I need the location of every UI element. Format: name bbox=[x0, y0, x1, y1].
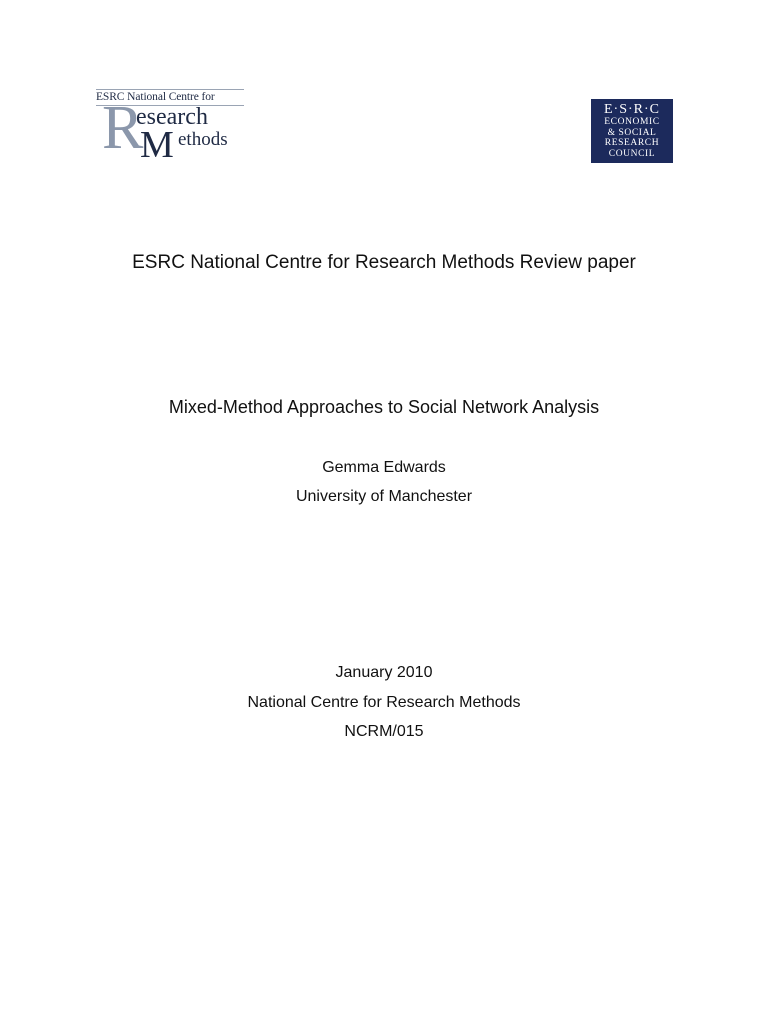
esrc-logo-line: & SOCIAL bbox=[607, 127, 657, 138]
publication-date: January 2010 bbox=[335, 664, 433, 681]
esrc-logo bbox=[591, 99, 673, 163]
ncrm-logo-letter-m: M bbox=[140, 124, 174, 166]
publisher-name: National Centre for Research Methods bbox=[247, 694, 521, 711]
ncrm-logo-word-research: esearch bbox=[136, 104, 208, 130]
author-affiliation: University of Manchester bbox=[295, 488, 473, 505]
paper-title: Mixed-Method Approaches to Social Network Analysis bbox=[168, 397, 600, 417]
esrc-logo-line: RESEARCH bbox=[604, 138, 660, 148]
ncrm-logo bbox=[96, 89, 246, 165]
ncrm-logo-word-methods: ethods bbox=[178, 129, 228, 150]
ncrm-logo-header: ESRC National Centre for bbox=[96, 89, 244, 106]
paper-reference-number: NCRM/015 bbox=[344, 723, 424, 740]
esrc-logo-acronym: E·S·R·C bbox=[604, 102, 660, 117]
author-name: Gemma Edwards bbox=[322, 459, 446, 476]
series-heading: ESRC National Centre for Research Methods Review paper bbox=[132, 252, 636, 273]
esrc-logo-line: COUNCIL bbox=[608, 148, 656, 159]
esrc-logo-line: ECONOMIC bbox=[604, 117, 660, 127]
ncrm-logo-letter-r: R bbox=[102, 94, 144, 162]
